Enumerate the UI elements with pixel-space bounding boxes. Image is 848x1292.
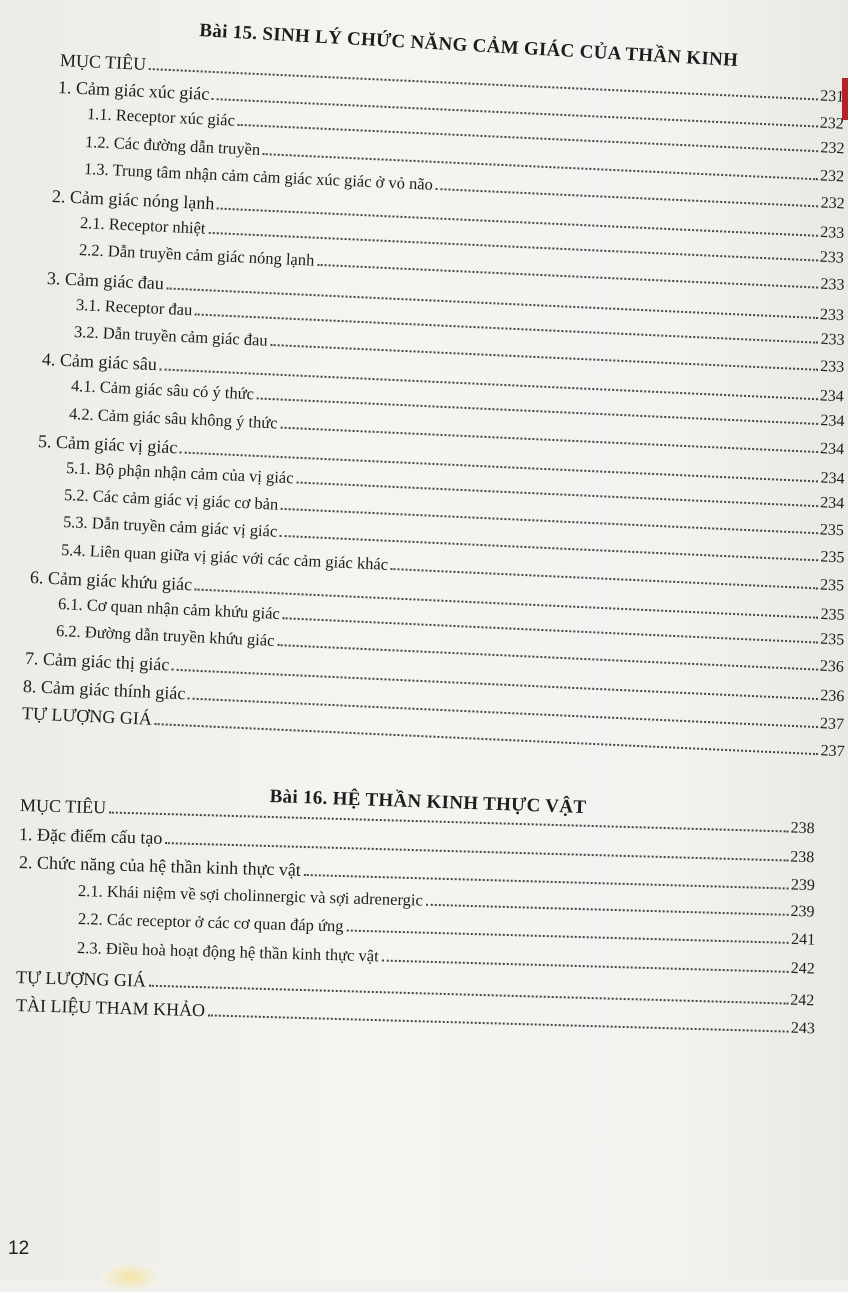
toc-entry-label: 4.1. Cảm giác sâu có ý thức	[70, 376, 255, 404]
toc-entry-page: 233	[819, 223, 845, 242]
stain-mark	[100, 1262, 160, 1292]
toc-entry-page: 235	[819, 576, 845, 595]
toc-entry-label: 8. Cảm giác thính giác	[22, 675, 186, 703]
toc-entry-label: 4. Cảm giác sâu	[41, 349, 158, 375]
toc-entry-label: TỰ LƯỢNG GIÁ	[21, 702, 152, 729]
page-number: 12	[8, 1238, 30, 1259]
toc-entry-page: 233	[819, 305, 845, 324]
toc-entry-label: TÀI LIỆU THAM KHẢO	[15, 995, 206, 1021]
toc-entry-label: 3.2. Dẫn truyền cảm giác đau	[73, 322, 269, 350]
toc-entry-page: 238	[790, 819, 815, 838]
toc-entry-label: 6.1. Cơ quan nhận cảm khứu giác	[57, 594, 281, 624]
toc-entry-label: 5. Cảm giác vị giác	[37, 430, 178, 458]
toc-entry-label: 1. Đặc điểm cấu tạo	[19, 823, 164, 848]
toc-entry-label: 5.4. Liên quan giữa vị giác với các cảm giác khác	[60, 539, 389, 574]
toc-entry-page: 238	[790, 848, 815, 866]
toc-entry-label: 2. Cảm giác nóng lạnh	[51, 186, 215, 214]
toc-entry-page: 235	[819, 521, 845, 540]
toc-entry-page: 242	[790, 959, 815, 978]
toc-entry-page: 241	[790, 931, 815, 949]
toc-entry-label: MỤC TIÊU	[59, 50, 147, 74]
toc-entry-page: 234	[819, 412, 845, 431]
toc-entry-page: 234	[819, 439, 845, 458]
toc-entry-label: 1. Cảm giác xúc giác	[57, 77, 211, 105]
toc-entry-page: 235	[819, 548, 845, 567]
toc-entry-label: 5.2. Các cảm giác vị giác cơ bản	[64, 485, 280, 514]
toc-entry-page: 243	[790, 1019, 815, 1038]
toc-entry-page: 237	[819, 742, 845, 761]
toc-entry-label: 6.2. Đường dẫn truyền khứu giác	[56, 621, 276, 651]
toc-entry-page: 232	[819, 166, 845, 186]
toc-entry-page: 232	[819, 114, 845, 133]
toc-entry-page: 236	[819, 657, 845, 676]
lesson-title: Bài 16. HỆ THẦN KINH THỰC VẬT	[269, 786, 587, 819]
toc-entry-label: 3.1. Receptor đau	[75, 294, 193, 320]
toc-entry-page: 239	[790, 876, 815, 895]
toc-entry-label: 2. Chức năng của hệ thần kinh thực vật	[18, 852, 301, 881]
toc-entry-page: 235	[819, 630, 845, 649]
toc-entry-label: MỤC TIÊU	[19, 795, 107, 818]
toc-entry-page: 231	[819, 87, 845, 106]
toc-entry-page: 239	[790, 902, 815, 921]
toc-entry-label: 5.3. Dẫn truyền cảm giác vị giác	[62, 512, 278, 542]
toc-entry-page: 233	[819, 330, 845, 349]
toc-entry-page: 233	[819, 276, 845, 295]
dot-leader	[426, 904, 789, 916]
toc-entry-label: 3. Cảm giác đau	[46, 267, 165, 293]
toc-entry-label: 2.3. Điều hoà hoạt động hệ thần kinh thực vật	[76, 938, 379, 966]
toc-entry-page: 232	[819, 139, 845, 158]
toc-entry-label: 1.3. Trung tâm nhận cảm cảm giác xúc giác ở vỏ não	[83, 158, 433, 194]
toc-entry-label: 2.2. Dẫn truyền cảm giác nóng lạnh	[78, 240, 315, 271]
toc-entry-label: 1.1. Receptor xúc giác	[86, 104, 236, 131]
toc-entry-page: 233	[819, 357, 845, 376]
toc-entry-label: 2.1. Receptor nhiệt	[80, 213, 207, 238]
toc-entry-page: 233	[819, 248, 845, 267]
toc-entry-label: 1.2. Các đường dẫn truyền	[84, 131, 261, 159]
toc-entry-label: 4.2. Cảm giác sâu không ý thức	[68, 403, 279, 433]
toc-entry-page: 234	[819, 387, 845, 406]
toc-entry-label: TỰ LƯỢNG GIÁ	[16, 966, 147, 991]
toc-entry-label: 7. Cảm giác thị giác	[24, 648, 170, 675]
toc-entry-page: 236	[819, 687, 845, 706]
toc-entry-label: 2.1. Khái niệm về sợi cholinnergic và sợi adrenergic	[77, 880, 424, 910]
lesson-title: Bài 15. SINH LÝ CHỨC NĂNG CẢM GIÁC CỦA THẦN KINH	[198, 20, 739, 72]
toc-entry-page: 242	[790, 991, 815, 1009]
toc-entry-label: 6. Cảm giác khứu giác	[29, 566, 193, 595]
toc-entry-page: 232	[819, 194, 845, 213]
toc-entry-page: 234	[819, 469, 845, 488]
toc-entry-page: 237	[819, 714, 845, 733]
toc-entry-label: 2.2. Các receptor ở các cơ quan đáp ứng	[77, 909, 344, 936]
toc-entry-label: 5.1. Bộ phận nhận cảm của vị giác	[65, 458, 294, 488]
toc-entry-page: 235	[819, 605, 845, 624]
toc-entry-page: 234	[819, 494, 845, 513]
